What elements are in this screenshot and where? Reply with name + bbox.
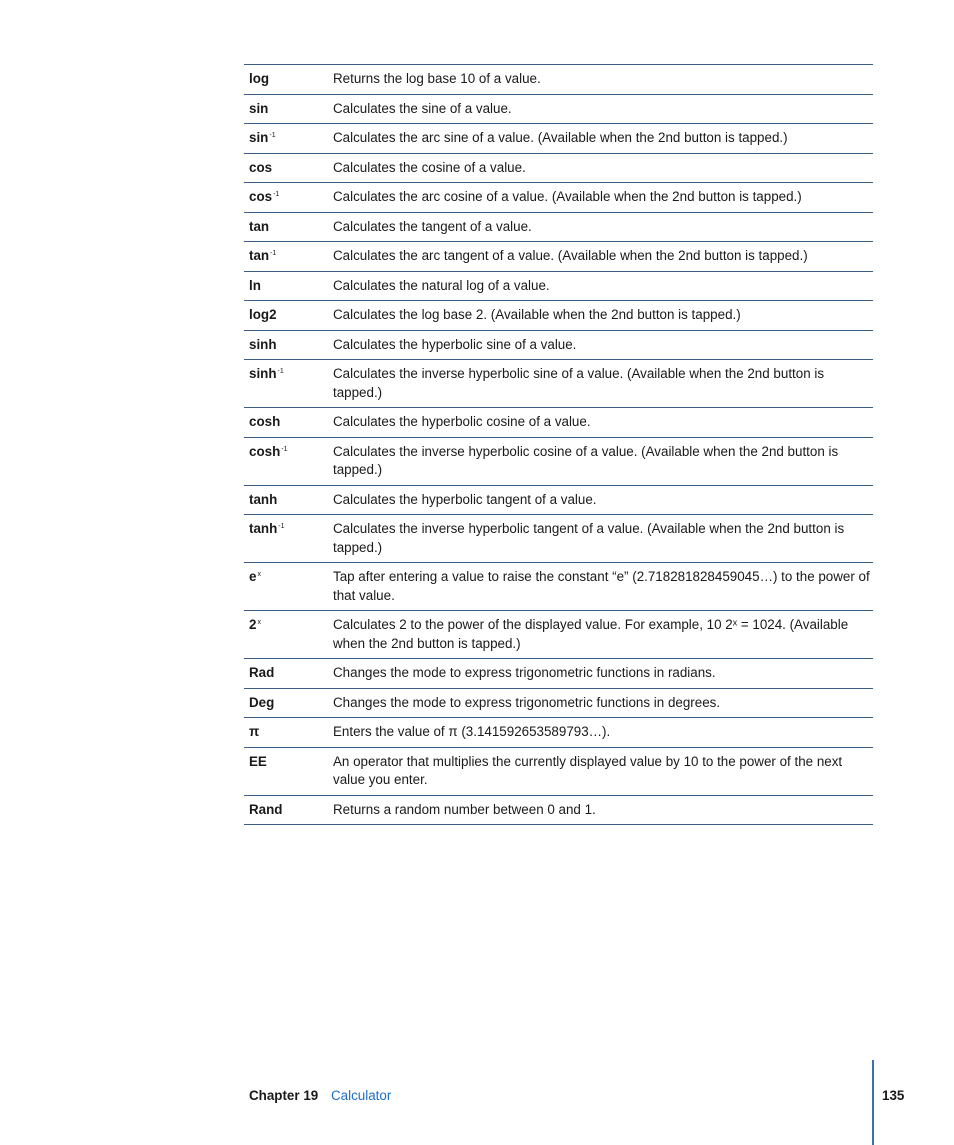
function-description: Tap after entering a value to raise the constant “e” (2.718281828459045…) to the power of that value.	[329, 563, 873, 611]
table-row	[244, 65, 873, 95]
function-key: $\cosh^{-1}$	[244, 437, 329, 485]
function-description: Calculates the inverse hyperbolic tangent of a value. (Available when the 2nd button is tapped.)	[329, 515, 873, 563]
function-description: Calculates the cosine of a value.	[329, 153, 873, 183]
table-row	[244, 94, 873, 124]
function-key: $\tan^{-1}$	[244, 242, 329, 272]
function-key: $\cos^{-1}$	[244, 183, 329, 213]
function-description: Returns a random number between 0 and 1.	[329, 795, 873, 825]
function-description: Calculates the inverse hyperbolic cosine of a value. (Available when the 2nd button is tapped.)	[329, 437, 873, 485]
function-key: $e^x$	[244, 563, 329, 611]
function-description: Calculates 2 to the power of the displayed value. For example, 10 2ˣ = 1024. (Available when the 2nd button is tapped.)	[329, 611, 873, 659]
table-row	[244, 271, 873, 301]
function-key: cosh	[244, 408, 329, 438]
footer-chapter-title-link[interactable]: Calculator	[331, 1088, 392, 1103]
function-description: Calculates the sine of a value.	[329, 94, 873, 124]
table-row	[244, 485, 873, 515]
table-row	[244, 212, 873, 242]
function-key: $\sin^{-1}$	[244, 124, 329, 154]
function-description: An operator that multiplies the currently displayed value by 10 to the power of the next value you enter.	[329, 747, 873, 795]
table-row	[244, 360, 873, 408]
function-key: cos	[244, 153, 329, 183]
footer-chapter-label: Chapter 19	[249, 1088, 319, 1103]
table-row	[244, 611, 873, 659]
table-row	[244, 747, 873, 795]
function-key: log	[244, 65, 329, 95]
function-key: ln	[244, 271, 329, 301]
function-key: Deg	[244, 688, 329, 718]
function-key: tan	[244, 212, 329, 242]
function-description: Changes the mode to express trigonometric functions in degrees.	[329, 688, 873, 718]
calculator-functions-table	[244, 64, 873, 825]
function-key: π	[244, 718, 329, 748]
table-row	[244, 688, 873, 718]
table-row	[244, 408, 873, 438]
function-description: Calculates the natural log of a value.	[329, 271, 873, 301]
function-key: $\tanh^{-1}$	[244, 515, 329, 563]
table-row	[244, 718, 873, 748]
table-row	[244, 795, 873, 825]
table-row	[244, 563, 873, 611]
function-key: 2$^x$	[244, 611, 329, 659]
function-description: Calculates the arc tangent of a value. (Available when the 2nd button is tapped.)	[329, 242, 873, 272]
function-description: Changes the mode to express trigonometric functions in radians.	[329, 659, 873, 689]
function-key: sin	[244, 94, 329, 124]
function-key: sinh	[244, 330, 329, 360]
function-description: Calculates the arc sine of a value. (Available when the 2nd button is tapped.)	[329, 124, 873, 154]
page-number: 135	[882, 1088, 905, 1103]
function-description: Calculates the log base 2. (Available when the 2nd button is tapped.)	[329, 301, 873, 331]
function-description: Returns the log base 10 of a value.	[329, 65, 873, 95]
function-description: Calculates the tangent of a value.	[329, 212, 873, 242]
function-key: Rad	[244, 659, 329, 689]
table-row	[244, 437, 873, 485]
function-key: log2	[244, 301, 329, 331]
function-key: tanh	[244, 485, 329, 515]
table-row	[244, 153, 873, 183]
footer-divider	[872, 1060, 874, 1145]
function-description: Calculates the hyperbolic cosine of a value.	[329, 408, 873, 438]
table-row	[244, 301, 873, 331]
function-description: Calculates the hyperbolic sine of a value.	[329, 330, 873, 360]
function-key: Rand	[244, 795, 329, 825]
function-description: Calculates the inverse hyperbolic sine of a value. (Available when the 2nd button is tapped.)	[329, 360, 873, 408]
function-description: Calculates the hyperbolic tangent of a value.	[329, 485, 873, 515]
table-row	[244, 242, 873, 272]
table-row	[244, 183, 873, 213]
function-key: EE	[244, 747, 329, 795]
table-row	[244, 659, 873, 689]
function-description: Calculates the arc cosine of a value. (Available when the 2nd button is tapped.)	[329, 183, 873, 213]
function-key: $\sinh^{-1}$	[244, 360, 329, 408]
function-description: Enters the value of π (3.141592653589793…).	[329, 718, 873, 748]
table-row	[244, 124, 873, 154]
table-row	[244, 330, 873, 360]
table-row	[244, 515, 873, 563]
